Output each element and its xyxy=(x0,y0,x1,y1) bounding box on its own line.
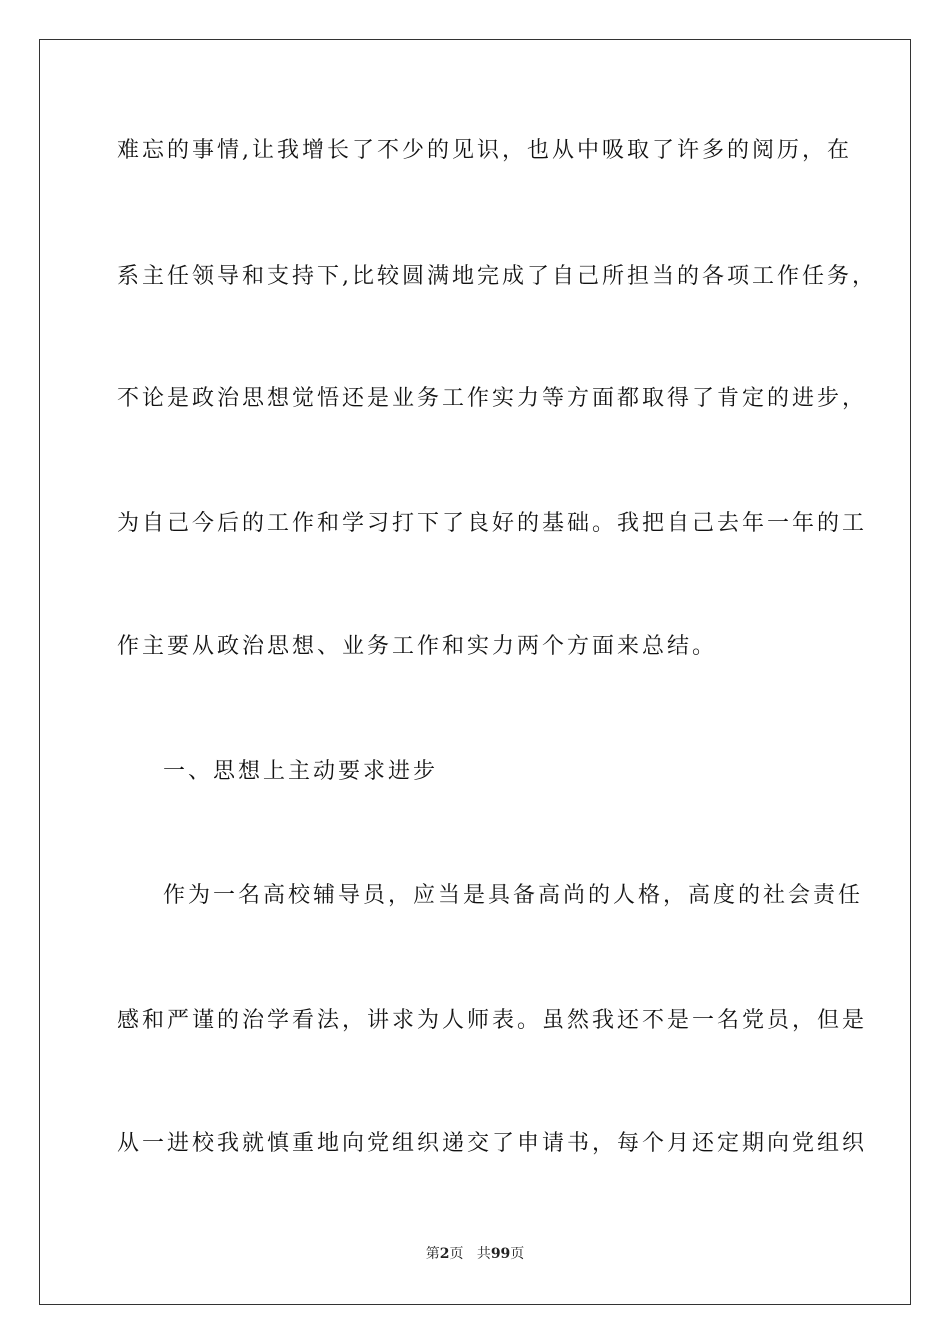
body-line-8: 感和严谨的治学看法，讲求为人师表。虽然我还不是一名党员，但是 xyxy=(117,1008,868,1033)
total-suffix: 页 xyxy=(510,1246,525,1262)
body-line-2: 系主任领导和支持下,比较圆满地完成了自己所担当的各项工作任务， xyxy=(117,264,877,289)
page-number: 2 xyxy=(439,1246,450,1262)
body-line-4: 为自己今后的工作和学习打下了良好的基础。我把自己去年一年的工 xyxy=(117,511,868,536)
page-prefix: 第 xyxy=(425,1246,440,1262)
body-line-7: 作为一名高校辅导员，应当是具备高尚的人格，高度的社会责任 xyxy=(163,883,864,908)
body-line-1: 难忘的事情,让我增长了不少的见识，也从中吸取了许多的阅历，在 xyxy=(117,138,852,163)
body-line-5: 作主要从政治思想、业务工作和实力两个方面来总结。 xyxy=(117,634,718,659)
page-border xyxy=(39,39,911,1305)
body-line-9: 从一进校我就慎重地向党组织递交了申请书，每个月还定期向党组织 xyxy=(117,1131,868,1156)
page-footer xyxy=(0,1245,950,1263)
page-suffix: 页 xyxy=(449,1246,464,1262)
body-line-3: 不论是政治思想觉悟还是业务工作实力等方面都取得了肯定的进步， xyxy=(117,386,868,411)
total-pages: 99 xyxy=(490,1246,511,1262)
section-heading: 一、思想上主动要求进步 xyxy=(163,759,439,784)
total-prefix: 共 xyxy=(476,1246,491,1262)
